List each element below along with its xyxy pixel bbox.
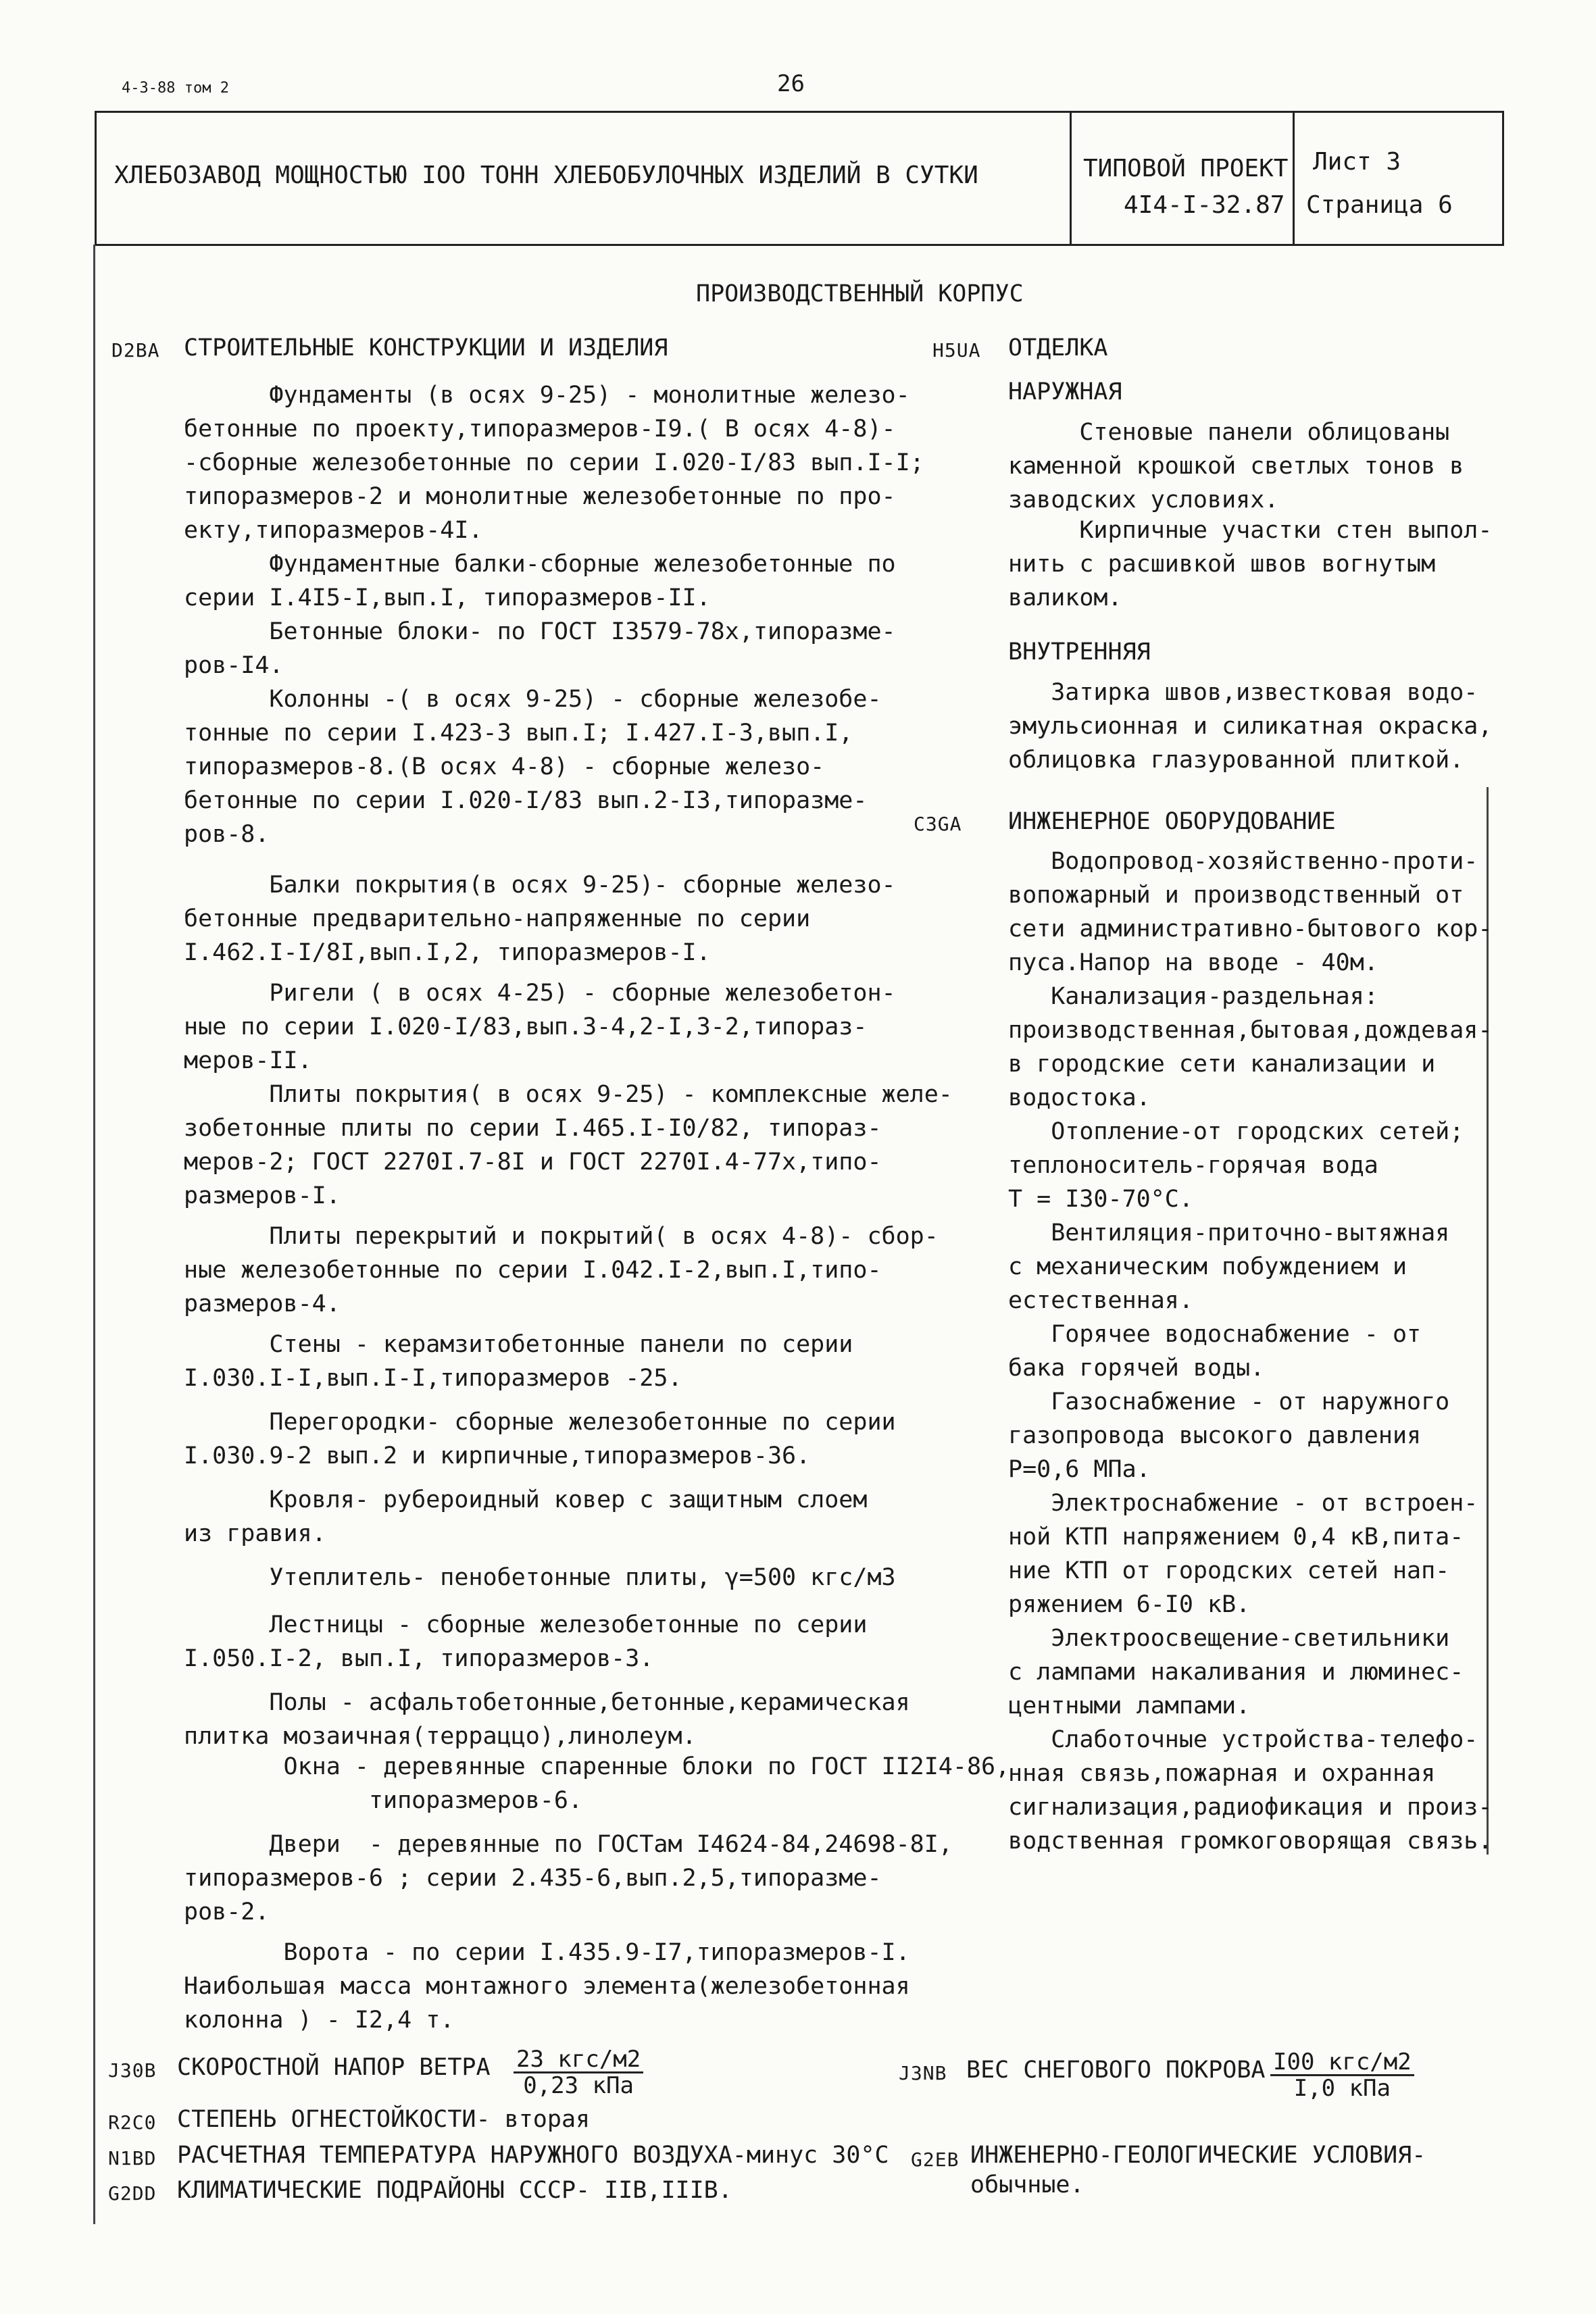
building-title: ПРОИЗВОДСТВЕННЫЙ КОРПУС <box>696 280 1024 307</box>
page-number: 26 <box>777 70 805 97</box>
section-code-finish: H5UA <box>932 339 981 361</box>
paragraph-columns: Колонны -( в осях 9-25) - сборные железобе- тонные по серии I.423-3 вып.I; I.427.I-3,вып.I, типоразмеров-8.(В осях 4-8) - сборные железо- бетонные по серии I.020-I/83 вып.2-I3,типоразме- ров-8. <box>184 686 882 848</box>
project-title: ХЛЕБОЗАВОД МОЩНОСТЬЮ IOO ТОНН ХЛЕБОБУЛОЧНЫХ ИЗДЕЛИЙ В СУТКИ <box>114 161 978 189</box>
paragraph-foundation-beams: Фундаментные балки-сборные железобетонные по серии I.4I5-I,вып.I, типоразмеров-II. <box>184 551 896 611</box>
paragraph-partitions: Перегородки- сборные железобетонные по серии I.030.9-2 вып.2 и кирпичные,типоразмеров-36. <box>184 1409 896 1469</box>
paragraph-stairs: Лестницы - сборные железобетонные по серии I.050.I-2, вып.I, типоразмеров-3. <box>184 1611 868 1672</box>
title-divider-2 <box>1293 113 1295 244</box>
paragraph-floors: Полы - асфальтобетонные,бетонные,керамическая плитка мозаичная(терраццо),линолеум. <box>184 1689 910 1750</box>
wind-denominator: 0,23 кПа <box>523 2072 634 2099</box>
section-heading-construction: СТРОИТЕЛЬНЫЕ КОНСТРУКЦИИ И ИЗДЕЛИЯ <box>184 334 668 361</box>
label-snow: ВЕС СНЕГОВОГО ПОКРОВА <box>966 2057 1266 2084</box>
paragraph-walls: Стены - керамзитобетонные панели по серии I.030.I-I,вып.I-I,типоразмеров -25. <box>184 1331 853 1392</box>
paragraph-concrete-blocks: Бетонные блоки- по ГОСТ I3579-78х,типоразме- ров-I4. <box>184 618 896 679</box>
section-heading-engineering: ИНЖЕНЕРНОЕ ОБОРУДОВАНИЕ <box>1008 808 1336 835</box>
left-margin-rule <box>93 245 95 2224</box>
code-temp: N1BD <box>108 2147 157 2169</box>
section-code-engineering: C3GA <box>914 813 962 835</box>
page-label: Страница 6 <box>1306 191 1453 219</box>
paragraph-roof-slabs: Плиты покрытия( в осях 9-25) - комплексные желе- зобетонные плиты по серии I.465.I-I0/82, типораз- меров-2; ГОСТ 2270I.7-8I и ГОСТ 2270I.4-77х,типо- размеров-I. <box>184 1081 953 1209</box>
snow-numerator: I00 кгс/м2 <box>1270 2050 1414 2076</box>
paragraph-floor-slabs: Плиты перекрытий и покрытий( в осях 4-8)- сбор- ные железобетонные по серии I.042.I-2,вып.I,типо- размеров-4. <box>184 1223 939 1317</box>
design-temperature: РАСЧЕТНАЯ ТЕМПЕРАТУРА НАРУЖНОГО ВОЗДУХА-минус 30°С <box>177 2142 889 2169</box>
project-label: ТИПОВОЙ ПРОЕКТ <box>1083 155 1289 182</box>
code-climate: G2DD <box>108 2182 157 2205</box>
snow-denominator: I,0 кПа <box>1293 2075 1391 2102</box>
paragraph-engineering: Водопровод-хозяйственно-проти- вопожарный и производственный от сети административно-бытового кор- пуса.Напор на вводе - 40м. Канализация-раздельная: производственная,бытовая,дождевая- в городские сети канализации и водостока. Отопление-от городских сетей; теплоноситель-горячая вода Т = I30-70°С. Вентиляция-приточно-вытяжная с механическим побуждением и естественная. Горячее водоснабжение - от бака горячей воды. Газоснабжение - от наружного газопровода высокого давления Р=0,6 МПа. Электроснабжение - от встроен- ной КТП напряжением 0,4 кВ,пита- ние КТП от городских сетей нап- ряжением 6-I0 кВ. Электроосвещение-светильники с лампами накаливания и люминес- центными лампами. Слаботочные устройства-телефо- нная связь,пожарная и охранная сигнализация,радиофикация и произ- водственная громкоговорящая связь. <box>1008 848 1493 1855</box>
subheading-outer: НАРУЖНАЯ <box>1008 378 1122 405</box>
climate-subregions: КЛИМАТИЧЕСКИЕ ПОДРАЙОНЫ СССР- IIВ,IIIВ. <box>177 2177 732 2204</box>
paragraph-outer-brick: Кирпичные участки стен выпол- нить с расшивкой швов вогнутым валиком. <box>1008 517 1493 611</box>
paragraph-roof-beams: Балки покрытия(в осях 9-25)- сборные железо- бетонные предварительно-напряженные по серии I.462.I-I/8I,вып.I,2, типоразмеров-I. <box>184 872 896 966</box>
paragraph-girders: Ригели ( в осях 4-25) - сборные железобетон- ные по серии I.020-I/83,вып.3-4,2-I,3-2,типораз- меров-II. <box>184 980 896 1074</box>
code-wind: J30B <box>108 2059 157 2082</box>
geological-conditions: ИНЖЕНЕРНО-ГЕОЛОГИЧЕСКИЕ УСЛОВИЯ- обычные. <box>970 2142 1426 2198</box>
wind-numerator: 23 кгс/м2 <box>514 2047 643 2073</box>
project-number: 4I4-I-32.87 <box>1124 191 1285 219</box>
album-label: 4-3-88 том 2 <box>122 80 229 97</box>
paragraph-roofing: Кровля- рубероидный ковер с защитным слоем из гравия. <box>184 1486 868 1547</box>
paragraph-doors: Двери - деревянные по ГОСТам I4624-84,24698-8I, типоразмеров-6 ; серии 2.435-6,вып.2,5,типоразме- ров-2. <box>184 1831 953 1926</box>
paragraph-gates: Ворота - по серии I.435.9-I7,типоразмеров-I. Наибольшая масса монтажного элемента(железобетонная колонна ) - I2,4 т. <box>184 1939 910 2034</box>
paragraph-outer-panels: Стеновые панели облицованы каменной крошкой светлых тонов в заводских условиях. <box>1008 419 1464 513</box>
title-divider-1 <box>1070 113 1072 244</box>
fraction-snow <box>1270 2050 1414 2101</box>
sheet-label: Лист 3 <box>1313 148 1401 176</box>
fraction-wind <box>514 2047 643 2098</box>
paragraph-insulation: Утеплитель- пенобетонные плиты, γ=500 кгс/м3 <box>184 1564 896 1591</box>
section-heading-finish: ОТДЕЛКА <box>1008 334 1108 361</box>
fire-resistance: СТЕПЕНЬ ОГНЕСТОЙКОСТИ- вторая <box>177 2106 591 2133</box>
code-geo: G2EB <box>911 2148 959 2171</box>
paragraph-inner: Затирка швов,известковая водо- эмульсионная и силикатная окраска, облицовка глазурованной плиткой. <box>1008 679 1493 774</box>
label-wind: СКОРОСТНОЙ НАПОР ВЕТРА <box>177 2054 491 2081</box>
subheading-inner: ВНУТРЕННЯЯ <box>1008 638 1151 665</box>
section-code-construction: D2BA <box>111 339 160 361</box>
title-block <box>95 111 1504 246</box>
code-snow: J3NB <box>899 2062 947 2084</box>
paragraph-foundations: Фундаменты (в осях 9-25) - монолитные железо- бетонные по проекту,типоразмеров-I9.( В осях 4-8)- -сборные железобетонные по серии I.020-I/83 вып.I-I; типоразмеров-2 и монолитные железобетонные по про- екту,типоразмеров-4I. <box>184 382 924 544</box>
code-fire: R2C0 <box>108 2111 157 2134</box>
paragraph-windows: Окна - деревянные спаренные блоки по ГОСТ II2I4-86, типоразмеров-6. <box>283 1753 1010 1814</box>
